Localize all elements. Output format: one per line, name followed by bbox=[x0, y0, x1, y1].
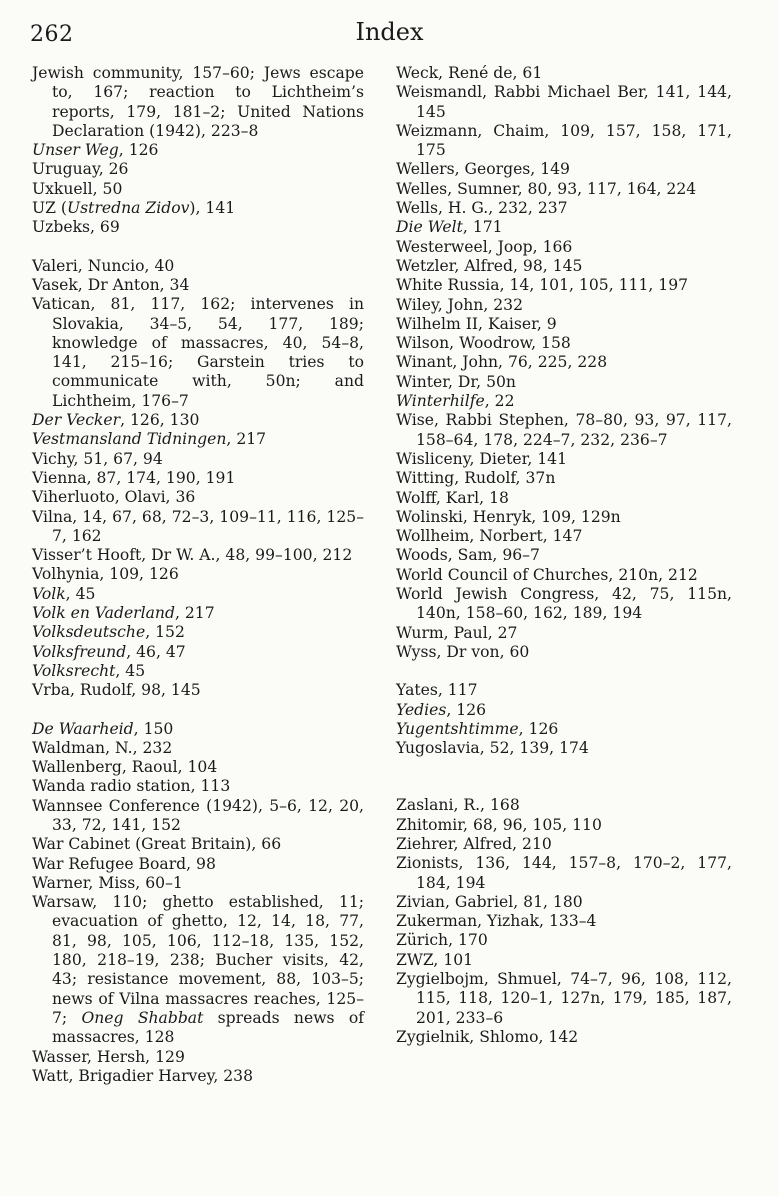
index-entry: ZWZ, 101 bbox=[396, 950, 474, 969]
index-entry: UZ (Ustredna Zidov), 141 bbox=[32, 199, 236, 218]
index-column-left bbox=[32, 64, 364, 1086]
index-entry: Wurm, Paul, 27 bbox=[396, 623, 518, 642]
index-entry: Yugentshtimme, 126 bbox=[396, 719, 559, 738]
index-entry: Watt, Brigadier Harvey, 238 bbox=[32, 1066, 254, 1085]
index-entry: Volk en Vaderland, 217 bbox=[32, 604, 215, 623]
index-entry: Warner, Miss, 60–1 bbox=[32, 873, 183, 892]
index-entry: White Russia, 14, 101, 105, 111, 197 bbox=[396, 276, 689, 295]
index-entry: Waldman, N., 232 bbox=[32, 738, 173, 757]
index-entry: Yates, 117 bbox=[396, 681, 478, 700]
index-entry: Valeri, Nuncio, 40 bbox=[32, 256, 175, 275]
running-title: Index bbox=[355, 18, 424, 46]
index-entry: Winant, John, 76, 225, 228 bbox=[396, 353, 608, 372]
index-entry: Zhitomir, 68, 96, 105, 110 bbox=[396, 815, 602, 834]
index-entry: Zaslani, R., 168 bbox=[396, 796, 520, 815]
index-entry: Zukerman, Yizhak, 133–4 bbox=[396, 912, 597, 931]
index-entry: War Cabinet (Great Britain), 66 bbox=[32, 835, 282, 854]
index-entry: Wolinski, Henryk, 109, 129n bbox=[396, 507, 621, 526]
index-entry: World Jewish Congress, 42, 75, 115n, 140n, 158–60, 162, 189, 194 bbox=[396, 585, 732, 623]
index-entry: Weck, René de, 61 bbox=[396, 64, 543, 82]
index-entry: De Waarheid, 150 bbox=[32, 719, 174, 738]
index-entry: Wells, H. G., 232, 237 bbox=[396, 199, 568, 218]
index-entry: Yedies, 126 bbox=[396, 700, 487, 719]
index-entry: Vasek, Dr Anton, 34 bbox=[32, 275, 190, 294]
index-entry: Winter, Dr, 50n bbox=[396, 372, 516, 391]
page-header bbox=[0, 18, 779, 52]
index-entry: Vilna, 14, 67, 68, 72–3, 109–11, 116, 125–7, 162 bbox=[32, 507, 364, 545]
index-entry: Yugoslavia, 52, 139, 174 bbox=[396, 739, 589, 758]
index-entry: Uzbeks, 69 bbox=[32, 218, 120, 237]
index-entry: Volksrecht, 45 bbox=[32, 661, 146, 680]
index-entry: Zürich, 170 bbox=[396, 931, 488, 950]
index-entry: Uruguay, 26 bbox=[32, 160, 129, 179]
index-entry: Weizmann, Chaim, 109, 157, 158, 171, 175 bbox=[396, 121, 732, 160]
index-entry: World Council of Churches, 210n, 212 bbox=[396, 565, 698, 584]
index-entry: Wisliceny, Dieter, 141 bbox=[396, 449, 568, 468]
index-entry: Vichy, 51, 67, 94 bbox=[32, 449, 163, 468]
index-entry: Witting, Rudolf, 37n bbox=[396, 469, 556, 488]
index-entry: Ziehrer, Alfred, 210 bbox=[396, 834, 552, 853]
index-entry: Wyss, Dr von, 60 bbox=[396, 642, 530, 661]
index-entry: Wanda radio station, 113 bbox=[32, 777, 231, 796]
index-entry: Weismandl, Rabbi Michael Ber, 141, 144, 145 bbox=[396, 83, 732, 121]
index-entry: Woods, Sam, 96–7 bbox=[396, 546, 540, 565]
index-entry: Volk, 45 bbox=[32, 584, 96, 603]
index-entry: Volhynia, 109, 126 bbox=[32, 565, 179, 584]
index-entry: Viherluoto, Olavi, 36 bbox=[32, 488, 196, 507]
index-entry: Wolff, Karl, 18 bbox=[396, 488, 509, 507]
index-entry: Wasser, Hersh, 129 bbox=[32, 1047, 185, 1066]
index-entry: Wilhelm II, Kaiser, 9 bbox=[396, 314, 557, 333]
index-entry: Wollheim, Norbert, 147 bbox=[396, 527, 583, 546]
index-entry: Zivian, Gabriel, 81, 180 bbox=[396, 892, 583, 911]
index-entry: Wiley, John, 232 bbox=[396, 295, 524, 314]
index-entry: Vienna, 87, 174, 190, 191 bbox=[32, 468, 236, 487]
index-entry: Warsaw, 110; ghetto established, 11; evacuation of ghetto, 12, 14, 18, 77, 81, 98, 105, 106, 112–18, 135, 152, 180, 218–19, 238; Bucher visits, 42, 43; resistance movement, 88, 103–5; news of Vilna massacres reaches, 125–7; Oneg Shabbat spreads news of massacres, 128 bbox=[32, 893, 364, 1047]
index-entry: Volksdeutsche, 152 bbox=[32, 623, 185, 642]
index-entry: Welles, Sumner, 80, 93, 117, 164, 224 bbox=[396, 179, 697, 198]
index-entry: Jewish community, 157–60; Jews escape to, 167; reaction to Lichtheim’s reports, 179, 181–2; United Nations Declaration (1942), 223–8 bbox=[32, 64, 364, 140]
index-entry: Der Vecker, 126, 130 bbox=[32, 411, 200, 430]
index-entry: Vestmansland Tidningen, 217 bbox=[32, 430, 267, 449]
index-entry: Uxkuell, 50 bbox=[32, 179, 123, 198]
index-entry: Winterhilfe, 22 bbox=[396, 392, 515, 411]
index-entry: Unser Weg, 126 bbox=[32, 141, 159, 160]
index-entry: Zygielnik, Shlomo, 142 bbox=[396, 1027, 579, 1046]
index-entry: Wannsee Conference (1942), 5–6, 12, 20, 33, 72, 141, 152 bbox=[32, 796, 364, 834]
index-entry: War Refugee Board, 98 bbox=[32, 854, 216, 873]
index-entry: Zygielbojm, Shmuel, 74–7, 96, 108, 112, 115, 118, 120–1, 127n, 179, 185, 187, 201, 233–6 bbox=[396, 970, 732, 1027]
index-entry: Vatican, 81, 117, 162; intervenes in Slovakia, 34–5, 54, 177, 189; knowledge of massacres, 40, 54–8, 141, 215–16; Garstein tries to communicate with, 50n; and Lichtheim, 176–7 bbox=[32, 295, 364, 410]
page-number: 262 bbox=[30, 22, 74, 47]
index-entry: Wilson, Woodrow, 158 bbox=[396, 334, 571, 353]
index-entry: Die Welt, 171 bbox=[396, 218, 503, 237]
index-column-right bbox=[396, 64, 732, 1047]
index-entry: Wallenberg, Raoul, 104 bbox=[32, 758, 218, 777]
index-entry: Wise, Rabbi Stephen, 78–80, 93, 97, 117, 158–64, 178, 224–7, 232, 236–7 bbox=[396, 411, 732, 449]
index-entry: Westerweel, Joop, 166 bbox=[396, 237, 573, 256]
index-entry: Visser’t Hooft, Dr W. A., 48, 99–100, 212 bbox=[32, 546, 353, 565]
index-entry: Volksfreund, 46, 47 bbox=[32, 642, 186, 661]
index-entry: Zionists, 136, 144, 157–8, 170–2, 177, 184, 194 bbox=[396, 854, 732, 892]
index-entry: Wetzler, Alfred, 98, 145 bbox=[396, 256, 583, 275]
index-entry: Wellers, Georges, 149 bbox=[396, 160, 570, 179]
index-entry: Vrba, Rudolf, 98, 145 bbox=[32, 681, 201, 700]
